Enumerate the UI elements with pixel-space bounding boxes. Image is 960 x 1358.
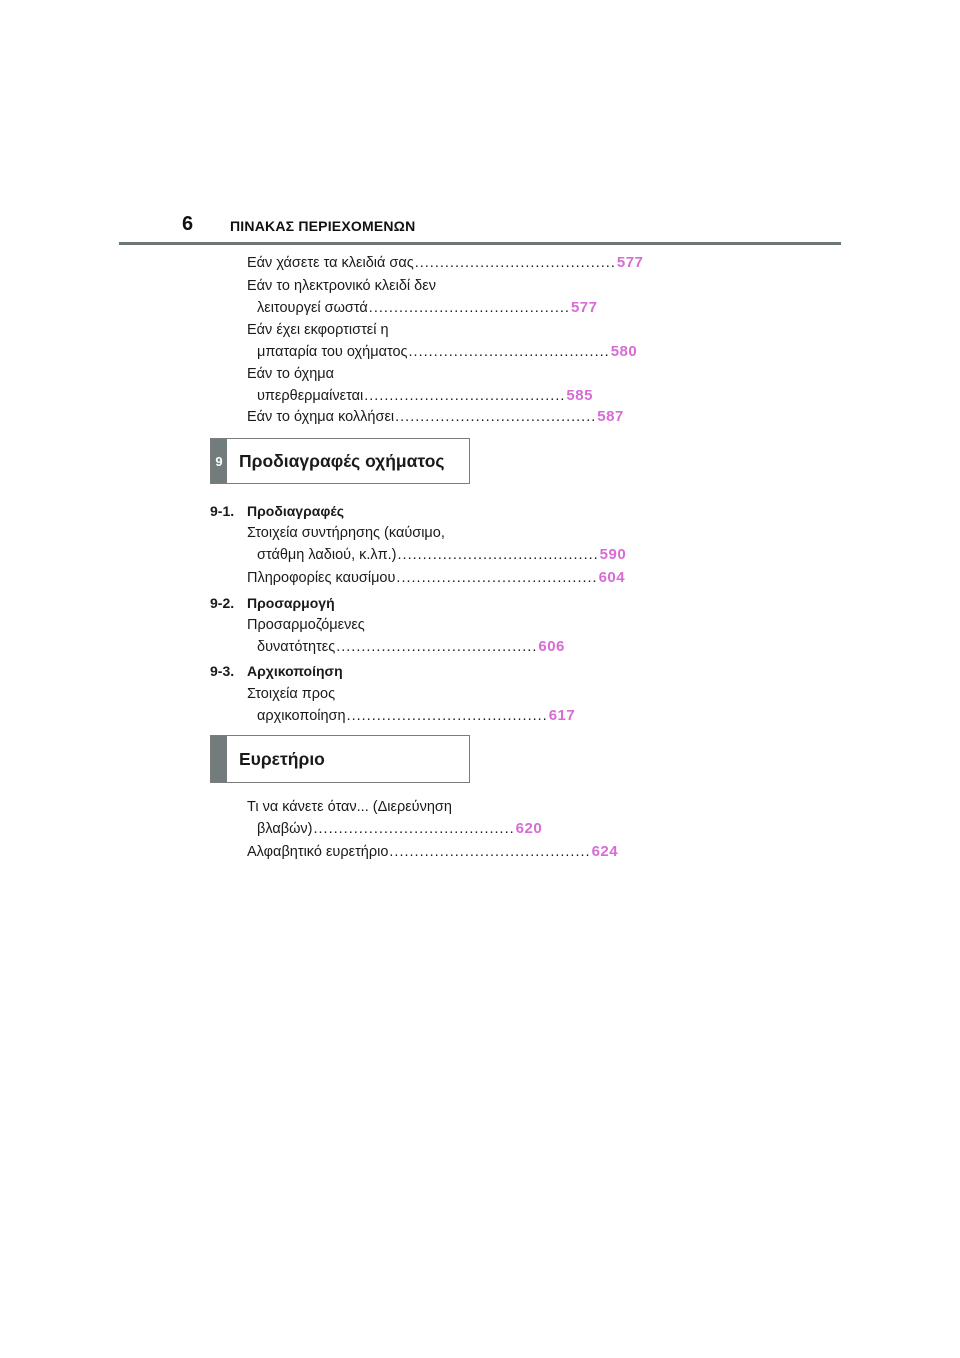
page-number: 6 (182, 213, 194, 235)
toc-entry-text-cont: στάθμη λαδιού, κ.λπ.) (257, 547, 397, 563)
page-link[interactable]: 587 (597, 408, 624, 425)
toc-entry-text-cont: μπαταρία του οχήματος (257, 344, 408, 360)
leader-dots: ........................................ (396, 570, 598, 586)
toc-entry[interactable] (247, 363, 593, 407)
page-link[interactable]: 585 (566, 387, 593, 404)
page-link[interactable]: 580 (610, 343, 638, 360)
chapter-9-box[interactable] (210, 438, 470, 484)
toc-entry[interactable] (247, 275, 598, 319)
toc-entry[interactable] (247, 522, 627, 566)
subsection-number: 9-2. (210, 595, 235, 611)
toc-entry-text: Εάν χάσετε τα κλειδιά σας (247, 255, 414, 271)
subsection-number: 9-3. (210, 663, 235, 679)
page-link[interactable]: 577 (616, 254, 644, 271)
leader-dots: ........................................ (364, 388, 566, 404)
chapter-title: Προδιαγραφές οχήματος (239, 450, 445, 471)
toc-entry[interactable] (247, 841, 619, 863)
leader-dots: ........................................ (397, 547, 599, 563)
header-rule (119, 242, 841, 245)
page-link[interactable]: 604 (598, 569, 626, 586)
toc-entry[interactable] (247, 319, 638, 363)
toc-entry[interactable] (247, 796, 543, 840)
toc-entry-text: Στοιχεία προς (247, 686, 336, 702)
toc-entry-text-cont: βλαβών) (257, 821, 313, 837)
chapter-title: Ευρετήριο (239, 748, 325, 769)
leader-dots: ........................................ (313, 821, 515, 837)
toc-entry-text-cont: δυνατότητες (257, 639, 336, 655)
leader-dots: ........................................ (368, 300, 570, 316)
toc-entry[interactable] (247, 252, 644, 274)
page-link[interactable]: 590 (599, 546, 627, 563)
toc-entry[interactable] (247, 406, 624, 428)
toc-entry-text-cont: αρχικοποίηση (257, 708, 346, 724)
index-box[interactable] (210, 735, 470, 783)
subsection-title: Προδιαγραφές (247, 503, 344, 519)
chapter-tab (211, 736, 227, 782)
header-title: ΠΙΝΑΚΑΣ ΠΕΡΙΕΧΟΜΕΝΩΝ (230, 218, 416, 234)
subsection-heading (210, 592, 335, 614)
toc-entry[interactable] (247, 567, 626, 589)
page-link[interactable]: 577 (570, 299, 598, 316)
toc-entry-text: Προσαρμοζόμενες (247, 617, 365, 633)
leader-dots: ........................................ (408, 344, 610, 360)
subsection-heading (210, 500, 344, 522)
toc-entry[interactable] (247, 614, 565, 658)
subsection-heading (210, 660, 343, 682)
toc-entry-text-cont: λειτουργεί σωστά (257, 300, 368, 316)
toc-entry-text-cont: υπερθερμαίνεται (257, 388, 364, 404)
toc-entry[interactable] (247, 683, 576, 727)
toc-entry-text: Πληροφορίες καυσίμου (247, 570, 396, 586)
toc-entry-text: Εάν έχει εκφορτιστεί η (247, 322, 389, 338)
toc-entry-text: Αλφαβητικό ευρετήριο (247, 844, 389, 860)
leader-dots: ........................................ (346, 708, 548, 724)
leader-dots: ........................................ (395, 409, 597, 425)
toc-entry-text: Στοιχεία συντήρησης (καύσιμο, (247, 525, 445, 541)
toc-entry-text: Εάν το όχημα (247, 366, 335, 382)
page-link[interactable]: 624 (591, 843, 619, 860)
toc-entry-text: Τι να κάνετε όταν... (Διερεύνηση (247, 799, 452, 815)
leader-dots: ........................................ (414, 255, 616, 271)
subsection-title: Αρχικοποίηση (247, 663, 343, 679)
toc-entry-text: Εάν το ηλεκτρονικό κλειδί δεν (247, 278, 436, 294)
chapter-tab: 9 (211, 439, 227, 483)
subsection-number: 9-1. (210, 503, 235, 519)
page-link[interactable]: 620 (515, 820, 543, 837)
leader-dots: ........................................ (389, 844, 591, 860)
leader-dots: ........................................ (336, 639, 538, 655)
subsection-title: Προσαρμογή (247, 595, 335, 611)
toc-entry-text: Εάν το όχημα κολλήσει (247, 409, 395, 425)
page-link[interactable]: 617 (548, 707, 576, 724)
page-link[interactable]: 606 (538, 638, 565, 655)
